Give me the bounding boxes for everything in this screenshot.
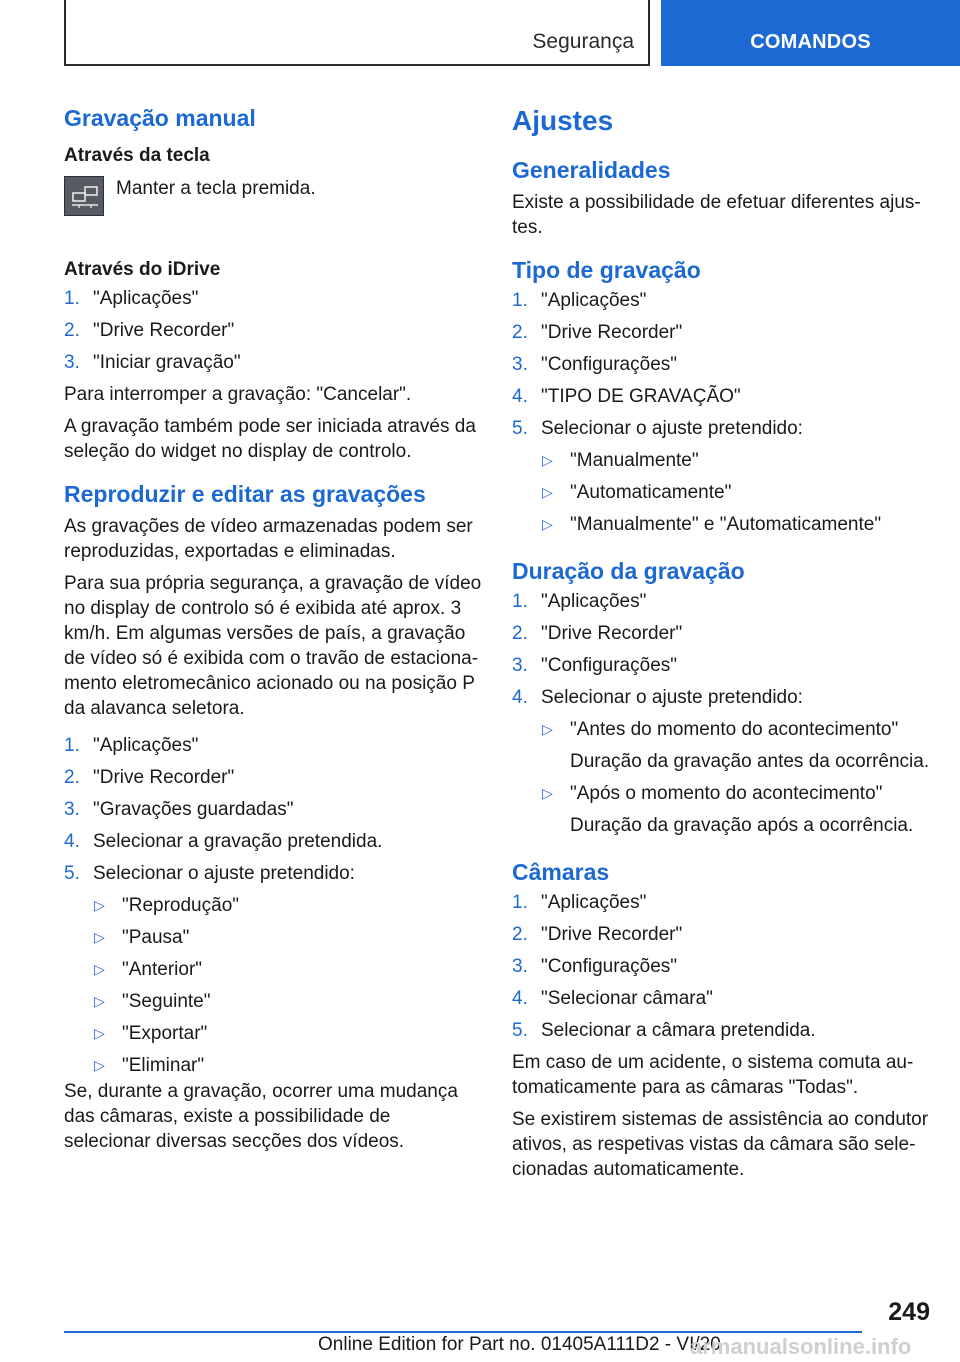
- right-column: [512, 100, 932, 1189]
- triangle-right-icon: ▷: [94, 1025, 105, 1041]
- triangle-right-icon: ▷: [542, 785, 553, 801]
- heading-recording-type: Tipo de gravação: [512, 257, 701, 283]
- paragraph-play-1: As gravações de vídeo armazenadas podem ser reproduzidas, exportadas e eliminadas.: [64, 516, 473, 562]
- list-item: 5. Selecionar a câmara pretendida.: [512, 1020, 816, 1041]
- list-item: ▷ "Após o momento do acontecimento" Duração da gravação após a ocorrência.: [542, 783, 914, 836]
- triangle-right-icon: ▷: [94, 993, 105, 1009]
- list-item: 1. "Aplicações": [512, 290, 647, 311]
- footer-watermark: armanualsonline.info: [690, 1334, 912, 1359]
- paragraph-accident: Em caso de um acidente, o sistema comuta au‐tomaticamente para as câmaras "Todas".: [512, 1052, 914, 1098]
- list-item: 4. Selecionar o ajuste pretendido: ▷ "Antes do momento do acontecimento" Duração da gravação antes da ocorrência. ▷ "Após o momento do acontecimento" Duração da gravação após a ocorrência.: [512, 685, 932, 838]
- list-item: ▷ "Pausa": [94, 927, 190, 948]
- triangle-right-icon: ▷: [542, 721, 553, 737]
- page-number: 249: [888, 1298, 930, 1326]
- list-item: 1. "Aplicações": [512, 892, 647, 913]
- list-item: ▷ "Anterior": [94, 959, 203, 980]
- footer-edition: Online Edition for Part no. 01405A111D2 - VI/20: [318, 1334, 721, 1355]
- paragraph-widget: A gravação também pode ser iniciada através da seleção do widget no display de controlo.: [64, 416, 476, 462]
- heading-settings: Ajustes: [512, 105, 614, 136]
- header-section-tab: [64, 0, 650, 66]
- idrive-steps: [64, 286, 482, 375]
- triangle-right-icon: ▷: [542, 452, 553, 468]
- recording-type-steps: [512, 288, 932, 537]
- paragraph-assistance: Se existirem sistemas de assistência ao condutor ativos, as respetivas vistas da câmara são sele‐cionadas automaticamente.: [512, 1109, 929, 1180]
- play-options: [93, 893, 482, 1078]
- list-item: 3. "Configurações": [512, 956, 678, 977]
- list-item: 2. "Drive Recorder": [512, 623, 683, 644]
- list-item: ▷ "Antes do momento do acontecimento" Duração da gravação antes da ocorrência.: [542, 719, 930, 772]
- paragraph-stop: Para interromper a gravação: "Cancelar".: [64, 384, 412, 405]
- list-item: 2. "Drive Recorder": [64, 320, 235, 341]
- list-item: 3. "Gravações guardadas": [64, 799, 294, 820]
- key-instruction-text: Manter a tecla premida.: [116, 178, 316, 199]
- list-item: 4. "TIPO DE GRAVAÇÃO": [512, 386, 741, 407]
- list-item: ▷ "Eliminar": [94, 1055, 205, 1076]
- list-item: 3. "Configurações": [512, 655, 678, 676]
- subheading-via-idrive: Através do iDrive: [64, 259, 221, 280]
- subheading-via-key: Através da tecla: [64, 145, 210, 166]
- list-item: 1. "Aplicações": [512, 591, 647, 612]
- footer-divider: [64, 1331, 862, 1333]
- list-item: ▷ "Manualmente" e "Automaticamente": [542, 514, 882, 535]
- list-item: 2. "Drive Recorder": [512, 322, 683, 343]
- play-steps: [64, 733, 482, 1078]
- triangle-right-icon: ▷: [542, 516, 553, 532]
- list-item: ▷ "Automaticamente": [542, 482, 732, 503]
- paragraph-general: Existe a possibilidade de efetuar diferentes ajus‐tes.: [512, 192, 921, 238]
- triangle-right-icon: ▷: [542, 484, 553, 500]
- paragraph-play-2: Para sua própria segurança, a gravação de vídeo no display de controlo só é exibida até aprox. 3 km/h. Em algumas versões de país, a gravação de vídeo só é exibida com o travão de estaciona‐mento eletromecânico acionado ou na posição P da alavanca seletora.: [64, 573, 482, 719]
- heading-manual-recording: Gravação manual: [64, 105, 256, 131]
- list-item: 5. Selecionar o ajuste pretendido: ▷ "Manualmente" ▷ "Automaticamente" ▷ "Manualmente" e "Automaticamente": [512, 416, 932, 537]
- triangle-right-icon: ▷: [94, 897, 105, 913]
- list-item: 2. "Drive Recorder": [64, 767, 235, 788]
- list-item: 3. "Configurações": [512, 354, 678, 375]
- list-item: 4. Selecionar a gravação pretendida.: [64, 831, 383, 852]
- header-chapter-tab: [661, 0, 960, 66]
- camera-record-key-icon: [64, 176, 104, 216]
- paragraph-cameras-change: Se, durante a gravação, ocorrer uma mudança das câmaras, existe a possibilidade de selecionar diversas secções dos vídeos.: [64, 1081, 458, 1152]
- recording-duration-steps: [512, 589, 932, 838]
- heading-recording-duration: Duração da gravação: [512, 558, 745, 584]
- list-item: 5. Selecionar o ajuste pretendido: ▷ "Reprodução" ▷ "Pausa" ▷ "Anterior" ▷ "Seguinte" ▷ "Exportar" ▷ "Eliminar": [64, 861, 482, 1078]
- list-item: ▷ "Exportar": [94, 1023, 208, 1044]
- list-item: ▷ "Seguinte": [94, 991, 211, 1012]
- triangle-right-icon: ▷: [94, 929, 105, 945]
- triangle-right-icon: ▷: [94, 1057, 105, 1073]
- list-item: ▷ "Reprodução": [94, 895, 240, 916]
- list-item: 4. "Selecionar câmara": [512, 988, 713, 1009]
- header-section-title: Segurança: [532, 30, 634, 53]
- list-item: 3. "Iniciar gravação": [64, 352, 241, 373]
- heading-play-edit: Reproduzir e editar as gravações: [64, 481, 426, 507]
- heading-cameras: Câmaras: [512, 859, 610, 885]
- list-item: 1. "Aplicações": [64, 735, 199, 756]
- recording-type-options: [541, 448, 932, 537]
- recording-duration-options: [541, 717, 932, 838]
- list-item: 1. "Aplicações": [64, 288, 199, 309]
- heading-general: Generalidades: [512, 157, 671, 183]
- triangle-right-icon: ▷: [94, 961, 105, 977]
- left-column: [64, 100, 482, 1161]
- cameras-steps: [512, 890, 932, 1043]
- key-instruction: [64, 176, 482, 216]
- header-chapter-title: COMANDOS: [750, 31, 871, 53]
- list-item: 2. "Drive Recorder": [512, 924, 683, 945]
- list-item: ▷ "Manualmente": [542, 450, 699, 471]
